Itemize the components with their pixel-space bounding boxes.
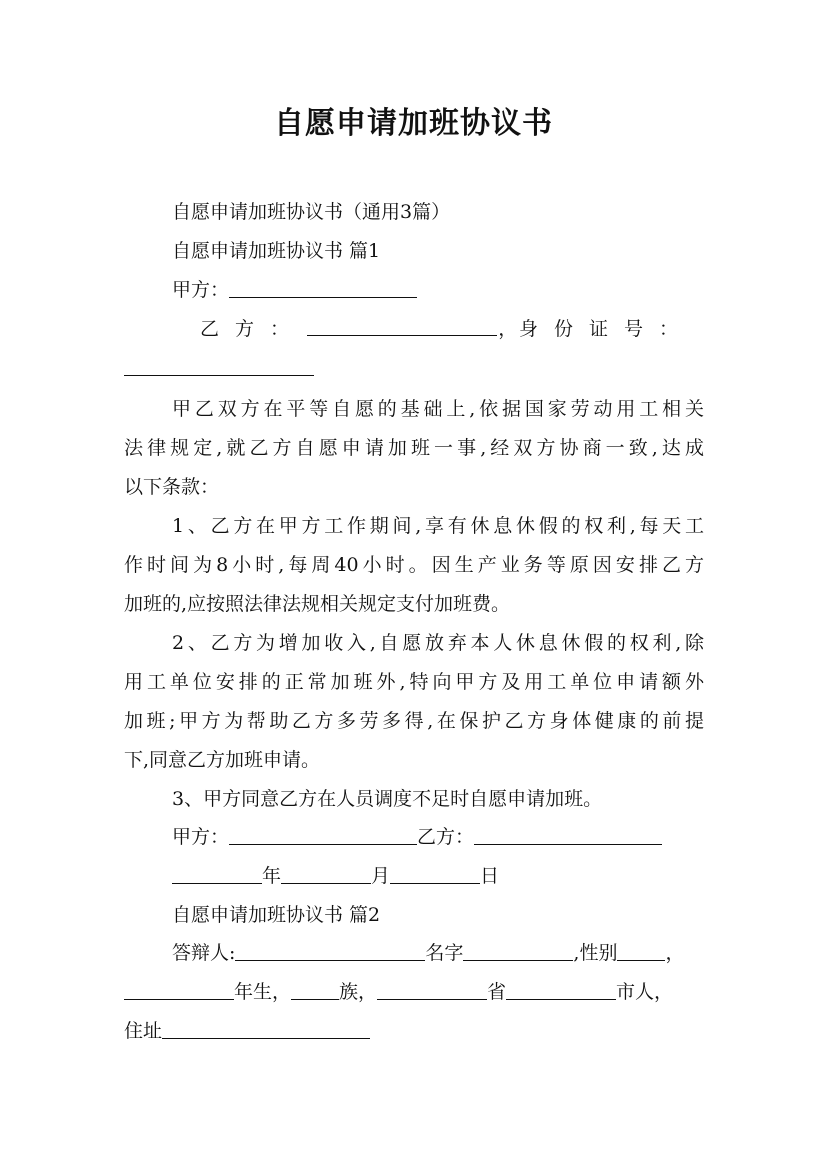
clause2-line-2: 用工单位安排的正常加班外,特向甲方及用工单位申请额外 [124,671,704,693]
city-blank [506,981,616,1000]
para1-line-2: 法律规定,就乙方自愿申请加班一事,经双方协商一致,达成 [124,437,704,459]
clause3-line: 3、甲方同意乙方在人员调度不足时自愿申请加班。 [172,788,603,810]
clause1-line-2: 作时间为8小时,每周40小时。因生产业务等原因安排乙方 [124,554,704,576]
born-label: 年生， [234,981,292,1003]
party-a-line [172,278,704,302]
sign-party-a-blank [229,826,417,845]
id-number-line [124,356,704,380]
party-b-line [200,317,694,341]
clause1-line-3: 加班的,应按照法律法规相关规定支付加班费。 [124,593,511,615]
month-label: 月 [371,865,391,887]
day-blank [390,865,480,884]
address-line [124,1019,704,1043]
month-blank [281,865,371,884]
clause2-line-3: 加班;甲方为帮助乙方多劳多得,在保护乙方身体健康的前提 [124,710,704,732]
gender-blank [617,942,665,961]
date-line [172,864,704,888]
para1-line-1: 甲乙双方在平等自愿的基础上,依据国家劳动用工相关 [172,398,704,420]
id-number-label: 身份证号： [518,318,694,340]
name-label: 名字 [425,942,464,964]
birth-origin-line [124,980,704,1004]
gender-label: ,性别 [573,942,618,964]
party-b-blank [307,317,497,336]
clause2-line-1: 2、乙方为增加收入,自愿放弃本人休息休假的权利,除 [172,632,704,654]
signature-line [172,825,704,849]
respondent-blank [235,942,425,961]
para1-line-3: 以下条款： [124,476,220,498]
party-b-comma: ， [498,318,518,340]
year-blank [172,865,262,884]
clause1-line-1: 1、乙方在甲方工作期间,享有休息休假的权利,每天工 [172,515,704,537]
party-a-label: 甲方： [172,279,230,301]
section1-heading: 自愿申请加班协议书 篇1 [172,240,381,262]
day-label: 日 [480,865,500,887]
city-label: 市人， [616,981,674,1003]
ethnicity-blank [291,981,339,1000]
document-title: 自愿申请加班协议书 [274,106,553,141]
name-blank [463,942,573,961]
address-blank [162,1020,370,1039]
sign-party-a-label: 甲方： [172,826,230,848]
document-subtitle: 自愿申请加班协议书（通用3篇） [172,201,451,223]
respondent-line [172,941,704,965]
province-label: 省 [487,981,507,1003]
clause2-line-4: 下,同意乙方加班申请。 [124,749,321,771]
section2-heading: 自愿申请加班协议书 篇2 [172,904,381,926]
party-a-blank [229,279,417,298]
sign-party-b-label: 乙方： [417,826,475,848]
id-number-blank [124,357,314,376]
ethnicity-label: 族， [339,981,378,1003]
sign-party-b-blank [474,826,662,845]
year-label: 年 [262,865,282,887]
party-b-label: 乙方： [200,318,306,340]
respondent-trailing-comma: ， [665,942,685,964]
province-blank [377,981,487,1000]
birth-year-blank [124,981,234,1000]
respondent-label: 答辩人: [172,942,236,964]
address-label: 住址 [124,1020,163,1042]
